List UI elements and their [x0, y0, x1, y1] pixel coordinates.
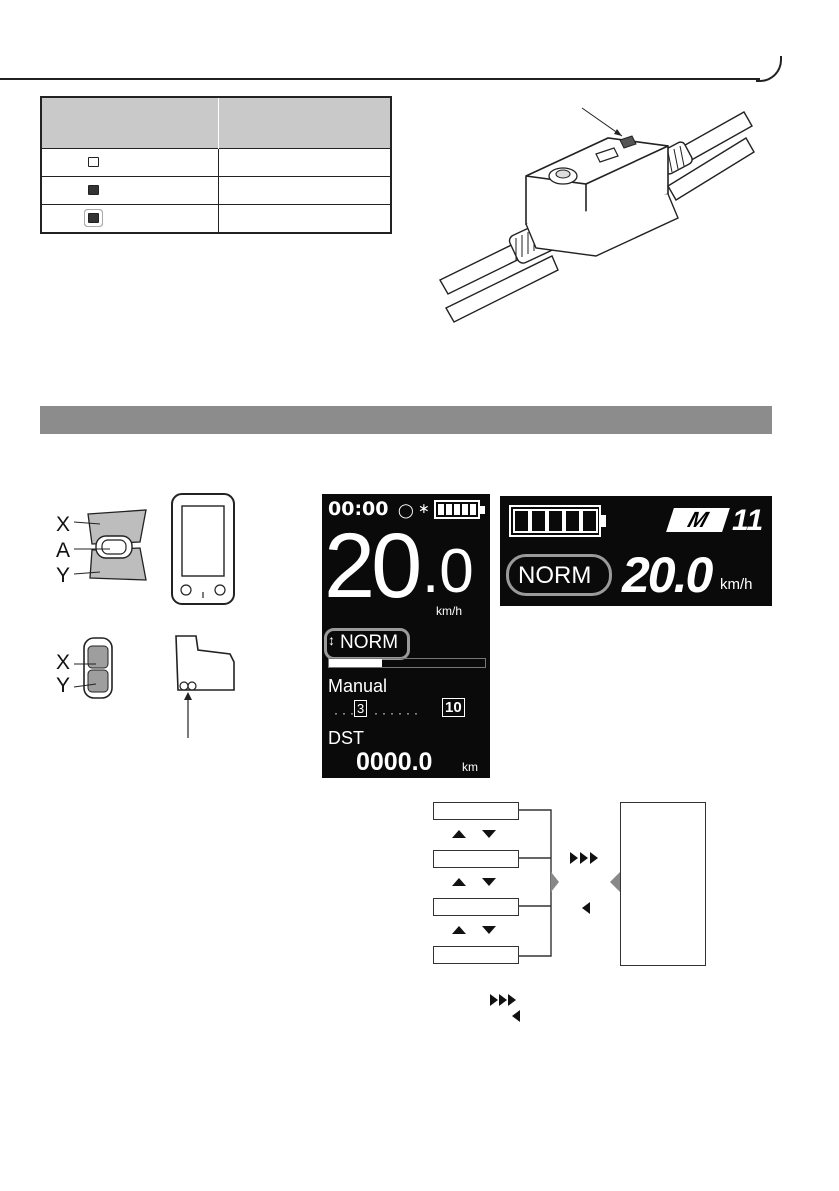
light-icon: ◯ — [398, 502, 414, 518]
led-status-table — [40, 96, 392, 234]
up-down-icon: ↕ — [328, 632, 335, 648]
label-x: X — [56, 513, 71, 536]
table-header-status — [219, 97, 392, 149]
speed-unit: km/h — [436, 604, 463, 618]
junction-unit-illustration — [432, 98, 762, 330]
table-row — [41, 205, 391, 234]
mode-badge: M — [666, 508, 730, 532]
label-x-side: X — [56, 651, 71, 674]
clock-readout: 00:00 — [328, 498, 389, 520]
assist-bar — [328, 658, 486, 668]
menu-item — [433, 850, 519, 868]
header-rule — [0, 78, 760, 80]
legend-back-icon — [512, 1010, 520, 1022]
speed-readout: 20.0 — [622, 547, 712, 603]
triangle-right-icon — [580, 852, 588, 864]
up-arrow-icon — [452, 830, 466, 838]
menu-item — [433, 802, 519, 820]
label-a: A — [56, 539, 71, 562]
section-heading-band — [40, 406, 772, 434]
bluetooth-icon: ∗ — [418, 500, 430, 516]
down-arrow-icon — [482, 878, 496, 886]
menu-item — [433, 946, 519, 964]
gear-dots-2: ······ — [374, 706, 422, 720]
label-y-side: Y — [56, 674, 71, 697]
down-arrow-icon — [482, 830, 496, 838]
color-display — [322, 494, 490, 778]
up-arrow-icon — [452, 878, 466, 886]
side-label-leaders — [70, 656, 100, 696]
table-row — [41, 149, 391, 177]
speed-integer: 20 — [324, 515, 419, 617]
gear-dots: ··· — [334, 706, 358, 720]
menu-item — [433, 898, 519, 916]
cycle-computer-illustration — [170, 492, 240, 608]
mono-display — [500, 496, 772, 606]
led-blinking-icon — [88, 213, 99, 223]
menu-bracket — [517, 808, 567, 968]
speed-unit: km/h — [720, 576, 753, 593]
header-rule-cap — [756, 56, 782, 82]
triangle-right-icon — [508, 994, 516, 1006]
label-y: Y — [56, 564, 71, 587]
label-leaders — [70, 510, 110, 590]
trip-value: 0000.0 — [356, 748, 433, 776]
triangle-right-icon — [570, 852, 578, 864]
led-on-icon — [88, 185, 99, 195]
gear-current: 3 — [354, 700, 367, 717]
led-on-icon — [88, 157, 99, 167]
triangle-right-icon — [499, 994, 507, 1006]
down-arrow-icon — [482, 926, 496, 934]
table-header-led — [41, 97, 219, 149]
battery-icon — [434, 500, 486, 520]
gear-readout: 11 — [732, 504, 764, 537]
shift-mode: Manual — [328, 676, 388, 696]
table-row — [41, 177, 391, 205]
assist-mode: NORM — [340, 632, 399, 653]
setting-panel — [620, 802, 706, 966]
triangle-left-icon — [582, 902, 590, 914]
trip-label: DST — [328, 728, 364, 748]
assist-mode: NORM — [518, 562, 592, 589]
triangle-right-icon — [490, 994, 498, 1006]
speed-decimal: .0 — [422, 537, 474, 606]
up-arrow-icon — [452, 926, 466, 934]
trip-unit: km — [462, 760, 478, 774]
triangle-right-icon — [590, 852, 598, 864]
gear-max: 10 — [442, 698, 465, 717]
battery-icon — [508, 504, 608, 538]
junction-button-illustration — [168, 632, 242, 742]
